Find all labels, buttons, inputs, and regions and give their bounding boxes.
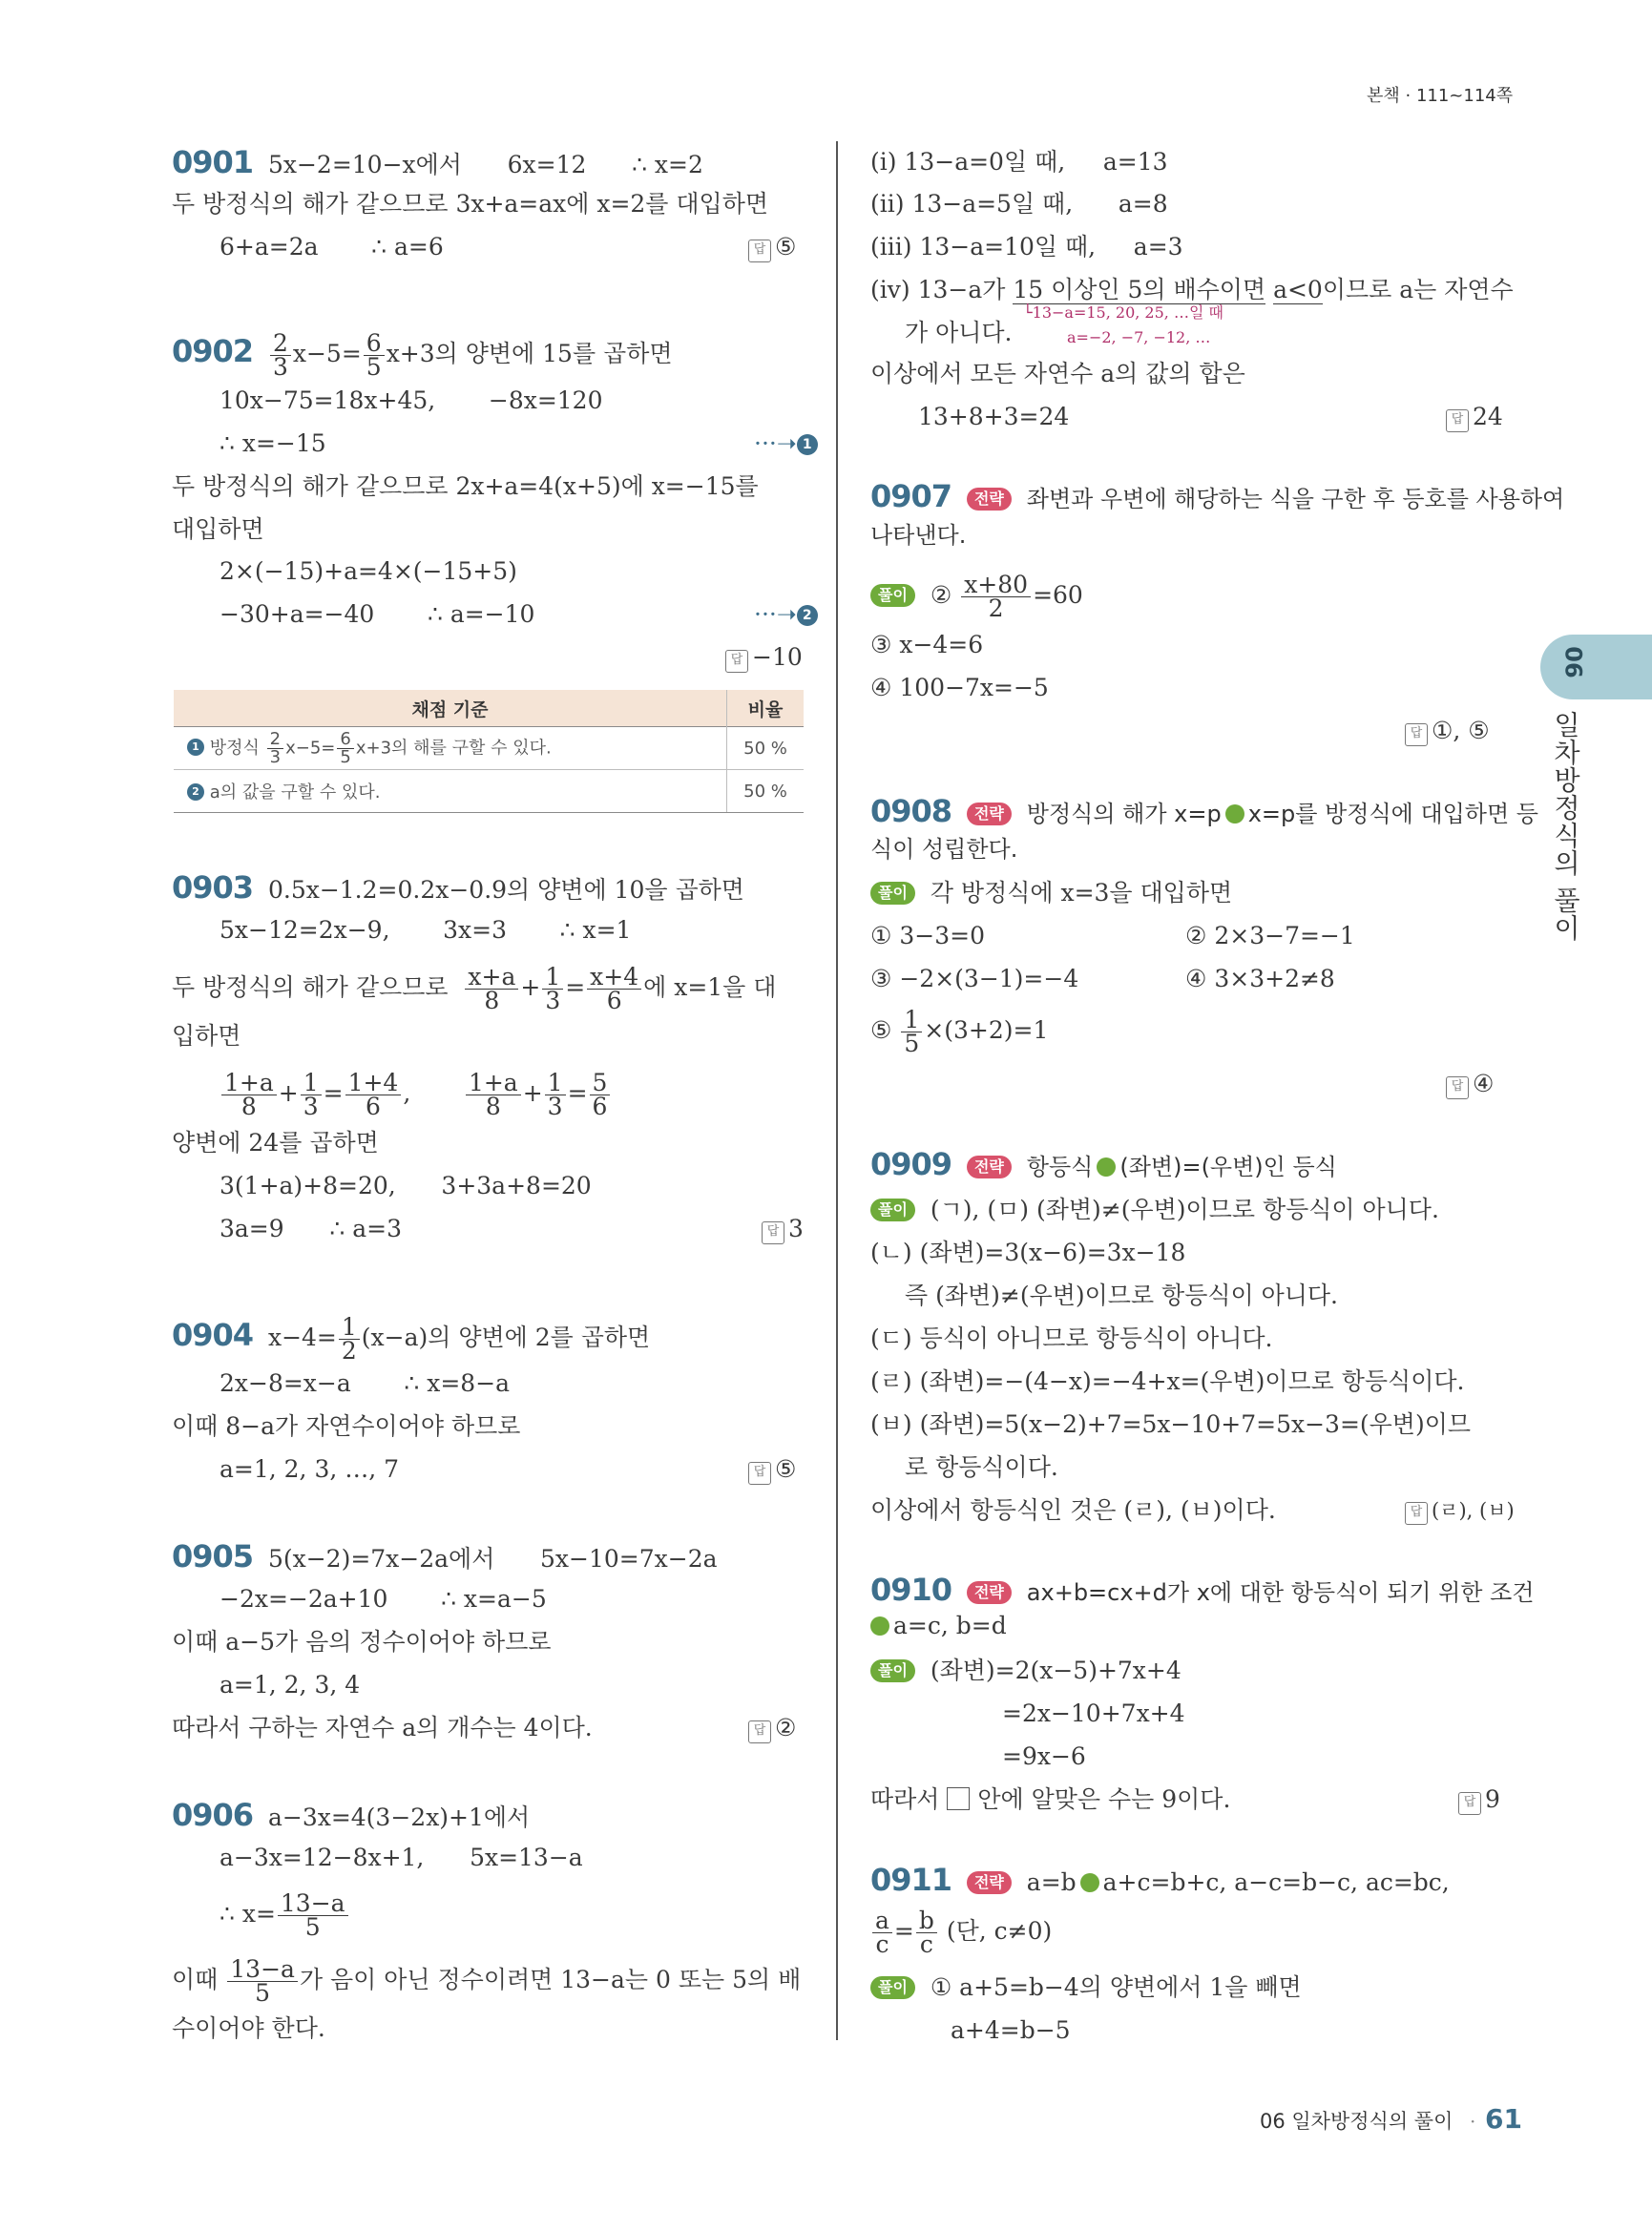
problem-0908-line1: 0908 전략 방정식의 해가 x=p x=p를 방정식에 대입하면 등: [870, 793, 1538, 829]
problem-number: 0908: [870, 793, 952, 829]
marker-1: ···➝ 1: [754, 427, 818, 461]
answer-icon: 답: [725, 650, 748, 673]
answer-value: ②: [775, 1714, 797, 1741]
fraction: $\frac{1+4}{6}$: [345, 1072, 402, 1118]
text: 10x−75=18x+45,: [220, 386, 436, 414]
problem-0902-line1: [172, 327, 673, 379]
case-3: (ⅲ) 13−a=10일 때, a=3: [870, 233, 1183, 261]
answer-icon: 답: [1405, 723, 1428, 746]
problem-0909-line3: (ㄴ) (좌변)=3(x−6)=3x−18: [870, 1239, 1186, 1266]
problem-0902-line4: 두 방정식의 해가 같으므로 2x+a=4(x+5)에 x=−15를: [172, 472, 759, 500]
answer-value: ①, ⑤: [1432, 717, 1490, 744]
chapter-tab-number: 06: [1559, 646, 1587, 678]
text: −30+a=−40: [220, 600, 375, 628]
problem-0910-line2: a=c, b=d: [870, 1609, 1007, 1643]
grading-ratio-2: 50 %: [727, 770, 805, 813]
fraction: $\frac{1}{3}$: [301, 1072, 322, 1118]
table-row: [174, 770, 804, 813]
text: x+3의 양변에 15를 곱하면: [386, 340, 673, 367]
problem-0909-line5: (ㄷ) 등식이 아니므로 항등식이 아니다.: [870, 1324, 1273, 1352]
option-2: ② 2×3−7=−1: [1185, 922, 1355, 949]
sum-line: 이상에서 모든 자연수 a의 값의 합은: [870, 360, 1245, 387]
fraction: $\frac{x+80}{2}$: [961, 573, 1031, 620]
answer-icon: 답: [762, 1221, 784, 1244]
problem-number: 0911: [870, 1862, 952, 1898]
strategy-tag: 전략: [967, 1871, 1012, 1894]
fraction: $\frac{13-a}{5}$: [227, 1958, 298, 2005]
problem-0902-line2: [220, 384, 603, 418]
problem-0911-line1: 0911 전략 a=b a+c=b+c, a−c=b−c, ac=bc,: [870, 1862, 1450, 1898]
problem-0903-line8: 3a=9 ∴ a=3: [220, 1215, 402, 1242]
fraction: $\frac{13-a}{5}$: [278, 1892, 348, 1939]
answer-0901: [748, 230, 796, 264]
blank-box: [947, 1787, 970, 1810]
problem-0909-line1: 0909 전략 항등식 (좌변)=(우변)인 등식: [870, 1146, 1337, 1182]
answer-value: 9: [1485, 1785, 1500, 1813]
page-number: 61: [1485, 2103, 1522, 2135]
problem-0907-line2: 나타낸다.: [870, 522, 967, 549]
footer-chapter: 06 일차방정식의 풀이: [1260, 2110, 1453, 2133]
problem-0903-line2: 5x−12=2x−9, 3x=3 ∴ x=1: [220, 916, 632, 944]
answer-0902: [725, 640, 803, 675]
problem-0903-line6: 양변에 24를 곱하면: [172, 1129, 379, 1157]
table-row: [174, 727, 804, 770]
fraction: $\frac{6}{5}$: [364, 332, 385, 379]
problem-0909-line9: 이상에서 항등식인 것은 (ㄹ), (ㅂ)이다.: [870, 1496, 1276, 1524]
problem-0905-line1: 0905 5(x−2)=7x−2a에서 5x−10=7x−2a: [172, 1538, 718, 1574]
problem-0902-line5: 대입하면: [172, 515, 264, 543]
text: 5x−2=10−x에서: [267, 151, 462, 178]
answer-0910: [1458, 1783, 1500, 1817]
fraction: $\frac{1+a}{8}$: [221, 1072, 277, 1118]
problem-0907-line1: 0907 전략 좌변과 우변에 해당하는 식을 구한 후 등호를 사용하여: [870, 478, 1565, 514]
problem-0903-line4: 입하면: [172, 1022, 241, 1050]
page-reference: 본책 · 111~114쪽: [1367, 86, 1514, 106]
answer-value: (ㄹ), (ㅂ): [1432, 1499, 1515, 1522]
grading-criterion-2: 2 a의 값을 구할 수 있다.: [174, 770, 727, 813]
answer-0907: [1405, 714, 1490, 748]
answer-0904: [748, 1452, 796, 1487]
problem-0910-line6: 따라서 안에 알맞은 수는 9이다.: [870, 1785, 1231, 1813]
problem-number: 0904: [172, 1317, 254, 1353]
grading-criterion-1: 1 방정식 $\frac{2}{3}$ x−5= $\frac{6}{5}$ x+3의 해를 구할 수 있다.: [174, 727, 727, 770]
answer-icon: 답: [1458, 1792, 1481, 1815]
footer-separator: ·: [1470, 2110, 1476, 2133]
text: −8x=120: [488, 386, 603, 414]
text: ∴ a=6: [371, 233, 444, 261]
solution-tag: 풀이: [870, 1199, 915, 1221]
solution-tag: 풀이: [870, 1976, 915, 1999]
fraction: $\frac{5}{6}$: [590, 1072, 611, 1118]
option-3: ③ −2×(3−1)=−4: [870, 965, 1079, 992]
fraction: $\frac{a}{c}$: [872, 1909, 892, 1956]
problem-number: 0902: [172, 333, 254, 369]
answer-0908: [1446, 1067, 1494, 1101]
answer-icon: 답: [1446, 1076, 1469, 1099]
option-5: ⑤ $\frac{1}{5}$ ×(3+2)=1: [870, 1006, 1049, 1057]
option-1: ① 3−3=0: [870, 922, 985, 949]
case-4-cont: 가 아니다.: [905, 319, 1013, 346]
marker-2: ···➝ 2: [754, 597, 818, 632]
problem-0901-line1: [172, 145, 703, 182]
fraction: $\frac{1}{3}$: [542, 966, 563, 1012]
step-marker-icon: 1: [187, 739, 204, 756]
problem-0911-line4: a+4=b−5: [951, 2016, 1071, 2044]
grading-ratio-header: 비율: [727, 690, 805, 727]
answer-value: 24: [1473, 403, 1503, 430]
answer-icon: 답: [1446, 409, 1469, 432]
problem-0903-line1: [172, 870, 744, 907]
grading-table: [174, 690, 804, 813]
solution-tag: 풀이: [870, 1659, 915, 1682]
arrow-icon: [1080, 1873, 1099, 1892]
problem-0911-line3: 풀이 ① a+5=b−4의 양변에서 1을 빼면: [870, 1970, 1302, 2005]
problem-0909-line7: (ㅂ) (좌변)=5(x−2)+7=5x−10+7=5x−3=(우변)이므: [870, 1410, 1471, 1438]
step-marker-icon: 1: [797, 434, 818, 455]
problem-number: 0903: [172, 869, 254, 906]
problem-0904-line2: 2x−8=x−a ∴ x=8−a: [220, 1369, 511, 1397]
answer-value: ⑤: [775, 1455, 797, 1483]
strategy-tag: 전략: [967, 488, 1012, 511]
answer-value: ⑤: [775, 233, 797, 261]
problem-0904-line1: 0904 x−4= $\frac{1}{2}$ (x−a)의 양변에 2를 곱하면: [172, 1313, 651, 1365]
answer-icon: 답: [1405, 1502, 1428, 1525]
answer-0905: [748, 1711, 796, 1745]
option-4: ④ 3×3+2≠8: [1185, 965, 1335, 992]
answer-icon: 답: [748, 1462, 771, 1485]
answer-value: −10: [752, 643, 803, 671]
arrow-icon: [870, 1616, 889, 1636]
chapter-tab: [1540, 635, 1652, 699]
sum-result: 13+8+3=24: [918, 403, 1070, 430]
grading-ratio-1: 50 %: [727, 727, 805, 770]
fraction: $\frac{x+a}{8}$: [465, 966, 518, 1012]
answer-0909: [1405, 1493, 1515, 1528]
chapter-side-title: 일차방정식의 풀이: [1550, 711, 1581, 942]
problem-number: 0910: [870, 1572, 952, 1608]
step-marker-icon: 2: [797, 605, 818, 626]
problem-0906-line5: 수이어야 한다.: [172, 2014, 325, 2042]
strategy-tag: 전략: [967, 1581, 1012, 1604]
annotation-1: └13−a=15, 20, 25, …일 때: [1023, 303, 1223, 322]
problem-0910-line4: =2x−10+7x+4: [1002, 1699, 1185, 1727]
problem-0910-line1: 0910 전략 ax+b=cx+d가 x에 대한 항등식이 되기 위한 조건: [870, 1572, 1535, 1608]
answer-icon: 답: [748, 240, 771, 262]
problem-number: 0906: [172, 1797, 254, 1833]
problem-0906-line1: 0906 a−3x=4(3−2x)+1에서: [172, 1797, 531, 1833]
problem-0906-line3: ∴ x= $\frac{13-a}{5}$: [220, 1887, 350, 1941]
problem-0903-line5: $\frac{1+a}{8}$ + $\frac{1}{3}$ = $\frac{1+4}{6}$ , $\frac{1+a}{8}$ + $\frac{1}{3}$ = $\frac{5}{6}$: [220, 1067, 612, 1120]
column-divider: [836, 141, 838, 2040]
grading-criteria-header: 채점 기준: [174, 690, 727, 727]
case-4: (ⅳ) 13−a가 15 이상인 5의 배수이면 a<0이므로 a는 자연수: [870, 276, 1514, 303]
problem-0909-line2: 풀이 (ㄱ), (ㅁ) (좌변)≠(우변)이므로 항등식이 아니다.: [870, 1193, 1439, 1227]
answer-0903: [762, 1212, 804, 1246]
problem-0909-line8: 로 항등식이다.: [905, 1453, 1058, 1481]
fraction: $\frac{1}{2}$: [339, 1316, 360, 1363]
text: ∴ x=2: [632, 151, 703, 178]
problem-0909-line4: 즉 (좌변)≠(우변)이므로 항등식이 아니다.: [905, 1282, 1338, 1309]
answer-icon: 답: [748, 1720, 771, 1743]
solution-tag: 풀이: [870, 882, 915, 905]
problem-0907-line4: ③ x−4=6: [870, 631, 984, 658]
problem-0908-line2: 식이 성립한다.: [870, 836, 1018, 863]
fraction: $\frac{2}{3}$: [270, 332, 291, 379]
problem-0911-line2: $\frac{a}{c}$ = $\frac{b}{c}$ (단, c≠0): [870, 1905, 1052, 1958]
problem-0906-line2: a−3x=12−8x+1, 5x=13−a: [220, 1844, 583, 1871]
problem-0902-line6: 2×(−15)+a=4×(−15+5): [220, 557, 517, 585]
problem-number: 0907: [870, 478, 952, 514]
text: 6x=12: [507, 151, 587, 178]
annotation-2: a=−2, −7, −12, …: [1067, 328, 1211, 346]
text: ∴ a=−10: [427, 600, 535, 628]
problem-0907-line3: 풀이 ② $\frac{x+80}{2}$ =60: [870, 570, 1083, 621]
step-marker-icon: 2: [187, 783, 204, 801]
problem-0904-line3: 이때 8−a가 자연수이어야 하므로: [172, 1412, 521, 1440]
problem-0903-line7: 3(1+a)+8=20, 3+3a+8=20: [220, 1172, 592, 1199]
problem-0905-line5: 따라서 구하는 자연수 a의 개수는 4이다.: [172, 1714, 593, 1741]
problem-0901-line3: [220, 230, 444, 264]
answer-value: ④: [1473, 1070, 1495, 1097]
problem-number: 0909: [870, 1146, 952, 1182]
fraction: $\frac{1}{5}$: [901, 1009, 922, 1055]
text: x−5=: [292, 340, 362, 367]
problem-0901-line2: 두 방정식의 해가 같으므로 3x+a=ax에 x=2를 대입하면: [172, 190, 768, 218]
arrow-icon: [1225, 804, 1244, 824]
problem-number: 0901: [172, 144, 254, 180]
solution-tag: 풀이: [870, 584, 915, 607]
problem-0905-line3: 이때 a−5가 음의 정수이어야 하므로: [172, 1628, 552, 1656]
problem-0908-line3: 풀이 각 방정식에 x=3을 대입하면: [870, 876, 1232, 910]
problem-0906-line4: 이때 $\frac{13-a}{5}$ 가 음이 아닌 정수이려면 13−a는 0 또는 5의 배: [172, 1955, 802, 2007]
case-2: (ⅱ) 13−a=5일 때, a=8: [870, 190, 1168, 218]
strategy-tag: 전략: [967, 1156, 1012, 1178]
fraction: $\frac{x+4}{6}$: [587, 966, 641, 1012]
text: 6+a=2a: [220, 233, 319, 261]
answer-value: 3: [788, 1215, 804, 1242]
problem-0907-line5: ④ 100−7x=−5: [870, 674, 1049, 701]
case-1: (ⅰ) 13−a=0일 때, a=13: [870, 148, 1168, 176]
problem-0904-line4: a=1, 2, 3, …, 7: [220, 1455, 400, 1483]
fraction: $\frac{1+a}{8}$: [466, 1072, 521, 1118]
problem-0902-line3: ∴ x=−15: [220, 429, 326, 457]
text: 0.5x−1.2=0.2x−0.9의 양변에 10을 곱하면: [267, 876, 744, 904]
problem-0909-line6: (ㄹ) (좌변)=−(4−x)=−4+x=(우변)이므로 항등식이다.: [870, 1367, 1465, 1395]
arrow-icon: [1097, 1157, 1116, 1177]
problem-0905-line4: a=1, 2, 3, 4: [220, 1671, 361, 1699]
problem-0905-line2: −2x=−2a+10 ∴ x=a−5: [220, 1585, 547, 1613]
problem-0910-line3: 풀이 (좌변)=2(x−5)+7x+4: [870, 1654, 1181, 1688]
strategy-tag: 전략: [967, 803, 1012, 825]
fraction: $\frac{b}{c}$: [916, 1909, 937, 1956]
problem-0902-line7: [220, 597, 534, 632]
problem-number: 0905: [172, 1538, 254, 1574]
answer-0906: [1446, 400, 1503, 434]
problem-0903-line3: 두 방정식의 해가 같으므로 $\frac{x+a}{8}$ + $\frac{1}{3}$ = $\frac{x+4}{6}$ 에 x=1을 대: [172, 963, 777, 1014]
problem-0910-line5: =9x−6: [1002, 1742, 1086, 1770]
fraction: $\frac{1}{3}$: [545, 1072, 566, 1118]
